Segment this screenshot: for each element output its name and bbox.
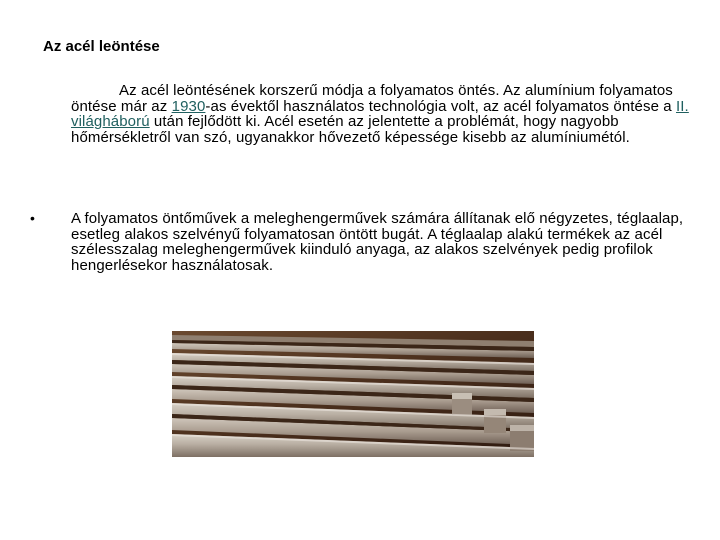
bullet-marker: • [30,210,35,226]
intro-text-part1: Az acél leöntésének korszerű módja a folyamatos öntés. Az alumínium folyamatos öntése már az [71,82,673,115]
bullet-paragraph: A folyamatos öntőművek a meleghengerművek számára állítanak elő négyzetes, téglaalap, esetleg alakos szelvényű folyamatosan öntött bugát. A téglaalap alakú termékek az acél szélesszalag meleghengerművek kiinduló anyaga, az alakos szelvények pedig profilok hengerlésekor használatosak. [71,210,684,274]
steel-billets-photo [172,331,534,457]
page-title: Az acél leöntése [43,38,160,55]
intro-text-part3: után fejlődött ki. Acél esetén az jelentette a problémát, hogy nagyobb hőmérsékletről van szó, ugyanakkor hővezető képessége kisebb az alumíniumétól. [71,113,630,146]
link-1930[interactable]: 1930 [171,97,206,115]
intro-text-part2: -as évektől használatos technológia volt, az acél folyamatos öntése a [205,97,677,115]
link-world-war-2[interactable]: II. világháború [71,97,689,130]
intro-paragraph [71,83,711,145]
